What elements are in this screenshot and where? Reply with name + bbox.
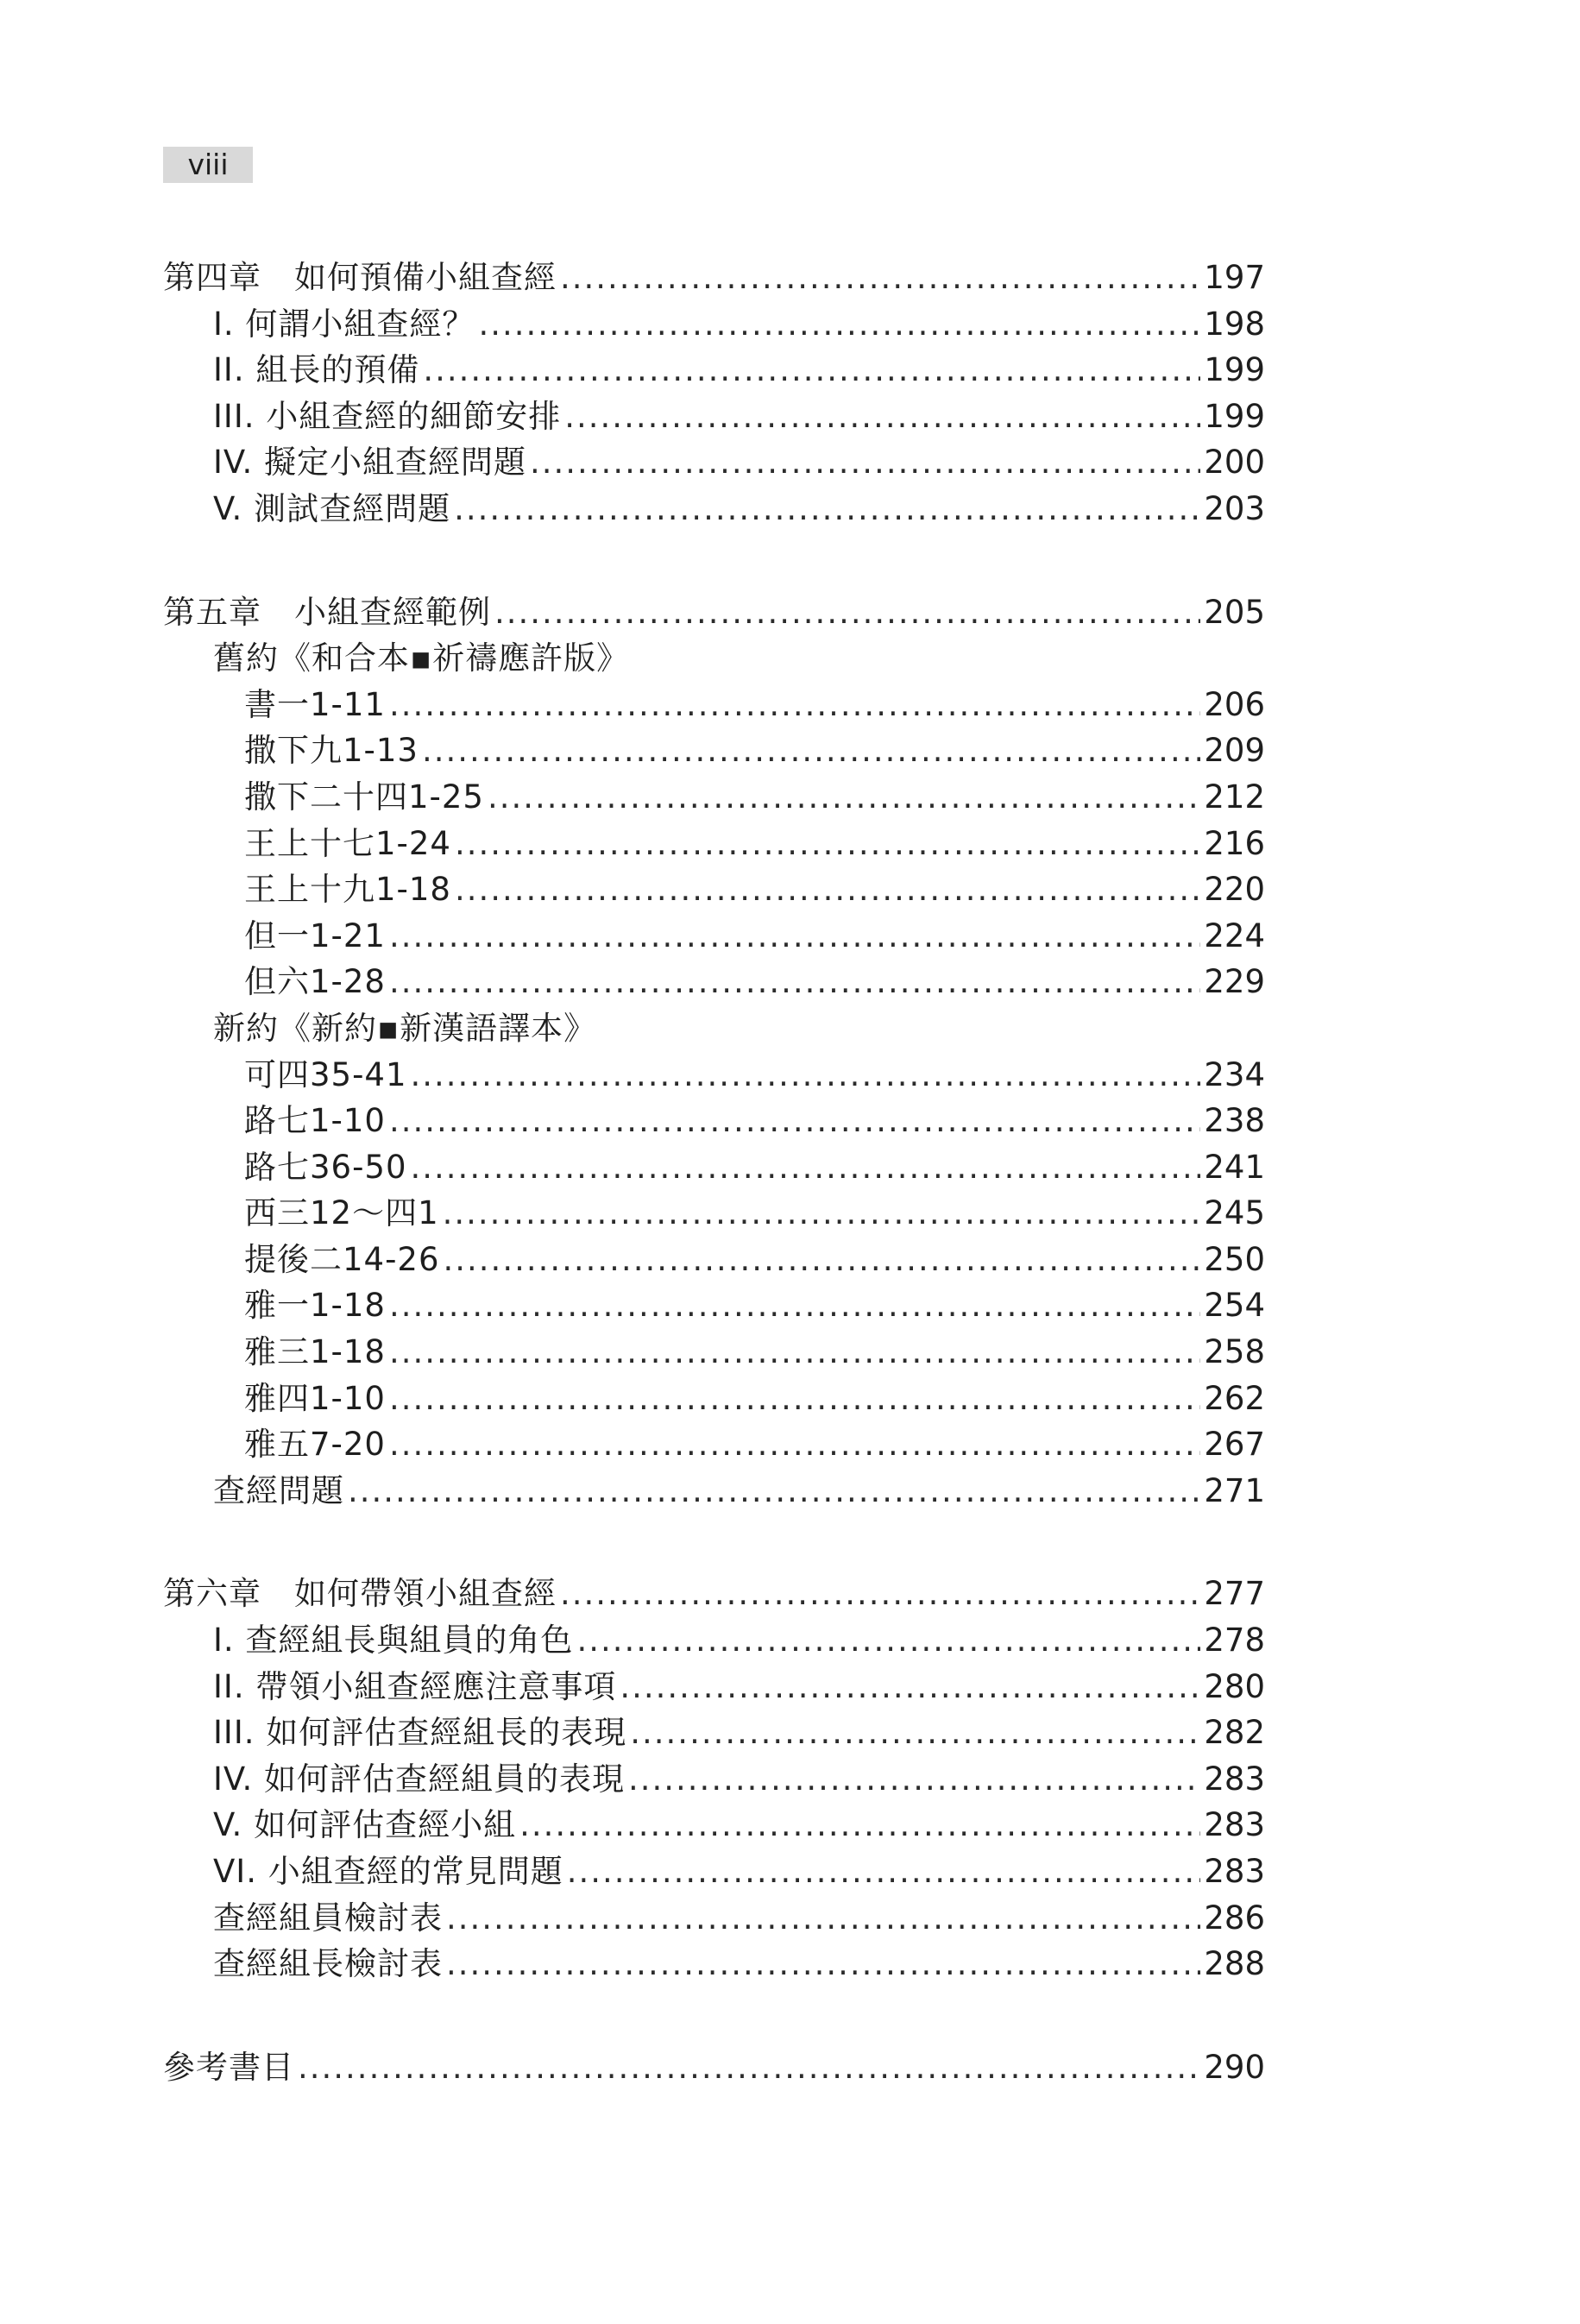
toc-entry-label: VI. 小組查經的常見問題 <box>213 1853 563 1890</box>
toc-entry-label: 提後二14-26 <box>244 1240 440 1278</box>
dot-leader <box>389 913 1200 960</box>
toc-subheading[interactable] <box>163 1005 1265 1052</box>
toc-entry-page: 199 <box>1204 397 1265 435</box>
toc-entry-page: 290 <box>1204 2048 1265 2086</box>
toc-entry-page: 238 <box>1204 1102 1265 1140</box>
toc-entry[interactable] <box>163 682 1265 728</box>
toc-entry[interactable] <box>163 1282 1265 1329</box>
toc-entry-page: 283 <box>1204 1760 1265 1798</box>
toc-entry-label: 撒下二十四1-25 <box>244 778 484 816</box>
toc-entry-page: 241 <box>1204 1148 1265 1186</box>
toc-entry[interactable] <box>163 1664 1265 1710</box>
toc-subheading[interactable] <box>163 635 1265 682</box>
toc-entry[interactable] <box>163 1617 1265 1664</box>
toc-entry-page: 216 <box>1204 824 1265 862</box>
toc-entry[interactable] <box>163 1329 1265 1376</box>
toc-entry-label: IV. 擬定小組查經問題 <box>213 444 526 482</box>
dot-leader <box>576 1617 1200 1664</box>
dot-leader <box>455 866 1200 913</box>
toc-entry-page: 206 <box>1204 685 1265 723</box>
toc-entry[interactable] <box>163 1052 1265 1099</box>
toc-entry-label: II. 組長的預備 <box>213 351 420 389</box>
toc-entry-label: I. 何謂小組查經？ <box>213 305 475 343</box>
dot-leader <box>298 2044 1200 2091</box>
dot-leader <box>411 1052 1201 1099</box>
toc-entry[interactable] <box>163 1190 1265 1237</box>
toc-entry-label: IV. 如何評估查經組員的表現 <box>213 1760 625 1798</box>
toc-entry[interactable] <box>163 1895 1265 1942</box>
toc-entry-page: 278 <box>1204 1622 1265 1660</box>
toc-entry-page: 258 <box>1204 1333 1265 1371</box>
toc-chapter-entry[interactable] <box>163 255 1265 301</box>
toc-entry-label: 查經組員檢討表 <box>213 1899 443 1937</box>
toc-entry[interactable] <box>163 1144 1265 1191</box>
dot-leader <box>454 486 1200 532</box>
toc-entry-page: 282 <box>1204 1714 1265 1752</box>
dot-leader <box>630 1710 1200 1756</box>
toc-entry-label: 第六章 如何帶領小組查經 <box>163 1575 557 1613</box>
toc-chapter-entry[interactable] <box>163 1571 1265 1617</box>
toc-entry-page: 283 <box>1204 1853 1265 1890</box>
toc-entry-label: 參考書目 <box>163 2048 294 2086</box>
toc-entry-label: 查經問題 <box>213 1471 344 1509</box>
toc-entry-page: 220 <box>1204 871 1265 909</box>
toc-entry-label: 舊約《和合本▪祈禱應許版》 <box>213 639 630 677</box>
toc-entry-page: 277 <box>1204 1575 1265 1613</box>
toc-entry[interactable] <box>163 1848 1265 1895</box>
toc-entry-label: 可四35-41 <box>244 1055 407 1093</box>
toc-entry[interactable] <box>163 301 1265 348</box>
toc-entry-label: 王上十九1-18 <box>244 871 451 909</box>
toc-entry-page: 262 <box>1204 1379 1265 1417</box>
toc-entry-label: I. 查經組長與組員的角色 <box>213 1622 574 1660</box>
toc-entry[interactable] <box>163 486 1265 532</box>
toc-entry-page: 234 <box>1204 1055 1265 1093</box>
toc-entry-page: 288 <box>1204 1945 1265 1983</box>
toc-entry-label: 查經組長檢討表 <box>213 1945 443 1983</box>
toc-entry-label: 但一1-21 <box>244 916 386 954</box>
toc-entry[interactable] <box>163 1468 1265 1515</box>
dot-leader <box>446 1895 1200 1942</box>
toc-entry-label: 雅四1-10 <box>244 1379 386 1417</box>
toc-entry-label: 雅一1-18 <box>244 1287 386 1325</box>
toc-entry[interactable] <box>163 727 1265 774</box>
toc-entry-page: 271 <box>1204 1471 1265 1509</box>
dot-leader <box>488 774 1200 821</box>
toc-entry[interactable] <box>163 866 1265 913</box>
toc-entry-page: 224 <box>1204 916 1265 954</box>
dot-leader <box>443 1190 1201 1237</box>
dot-leader <box>348 1468 1200 1515</box>
dot-leader <box>444 1237 1201 1283</box>
toc-entry-page: 280 <box>1204 1667 1265 1705</box>
dot-leader <box>560 255 1200 301</box>
toc-entry[interactable] <box>163 394 1265 440</box>
dot-leader <box>530 439 1200 486</box>
toc-entry[interactable] <box>163 821 1265 867</box>
toc-entry-label: 撒下九1-13 <box>244 732 419 770</box>
toc-entry-label: 雅三1-18 <box>244 1333 386 1371</box>
toc-entry[interactable] <box>163 1710 1265 1756</box>
dot-leader <box>389 1282 1200 1329</box>
dot-leader <box>494 589 1200 636</box>
toc-entry-label: II. 帶領小組查經應注意事項 <box>213 1667 617 1705</box>
dot-leader <box>389 1098 1200 1144</box>
toc-entry[interactable] <box>163 1941 1265 1987</box>
dot-leader <box>389 682 1200 728</box>
toc-entry[interactable] <box>163 774 1265 821</box>
toc-entry-label: V. 測試查經問題 <box>213 489 451 527</box>
dot-leader <box>519 1802 1200 1848</box>
toc-entry-label: 新約《新約▪新漢語譯本》 <box>213 1009 597 1047</box>
dot-leader <box>478 301 1200 348</box>
toc-entry-page: 212 <box>1204 778 1265 816</box>
toc-entry-label: 但六1-28 <box>244 963 386 1001</box>
toc-entry[interactable] <box>163 1237 1265 1283</box>
toc-entry[interactable] <box>163 347 1265 394</box>
toc-entry-page: 198 <box>1204 305 1265 343</box>
toc-entry-label: III. 小組查經的細節安排 <box>213 397 562 435</box>
dot-leader <box>620 1664 1200 1710</box>
toc-entry-page: 283 <box>1204 1806 1265 1844</box>
toc-entry-label: 第五章 小組查經範例 <box>163 593 491 631</box>
toc-entry[interactable] <box>163 1802 1265 1848</box>
toc-entry-page: 200 <box>1204 444 1265 482</box>
toc-entry-page: 245 <box>1204 1194 1265 1232</box>
dot-leader <box>422 727 1200 774</box>
dot-leader <box>560 1571 1200 1617</box>
dot-leader <box>389 959 1200 1005</box>
toc-entry[interactable] <box>163 913 1265 960</box>
toc-entry-page: 286 <box>1204 1899 1265 1937</box>
toc-entry-label: III. 如何評估查經組長的表現 <box>213 1714 627 1752</box>
toc-entry-page: 229 <box>1204 963 1265 1001</box>
toc-section <box>163 255 1265 532</box>
toc-entry[interactable] <box>163 1421 1265 1468</box>
toc-entry-page: 250 <box>1204 1240 1265 1278</box>
toc-entry-label: 西三12～四1 <box>244 1194 439 1232</box>
dot-leader <box>411 1144 1201 1191</box>
dot-leader <box>628 1756 1200 1803</box>
toc-entry[interactable] <box>163 1098 1265 1144</box>
toc-entry-page: 197 <box>1204 259 1265 296</box>
toc-entry-label: 雅五7-20 <box>244 1426 386 1464</box>
toc-entry-page: 254 <box>1204 1287 1265 1325</box>
toc-section <box>163 1571 1265 1987</box>
toc-entry-page: 205 <box>1204 593 1265 631</box>
toc-entry-label: 書一1-11 <box>244 685 386 723</box>
toc-entry-page: 209 <box>1204 732 1265 770</box>
toc-section <box>163 2044 1265 2091</box>
toc-section <box>163 589 1265 1515</box>
dot-leader <box>389 1421 1200 1468</box>
toc-entry-page: 203 <box>1204 489 1265 527</box>
toc-entry-label: 路七1-10 <box>244 1102 386 1140</box>
toc-entry-label: 路七36-50 <box>244 1148 407 1186</box>
page-number: viii <box>187 148 229 181</box>
toc-chapter-entry[interactable] <box>163 589 1265 636</box>
dot-leader <box>455 821 1200 867</box>
dot-leader <box>423 347 1200 394</box>
table-of-contents <box>163 255 1265 2147</box>
toc-entry-page: 199 <box>1204 351 1265 389</box>
toc-entry[interactable] <box>163 1376 1265 1422</box>
toc-entry[interactable] <box>163 1756 1265 1803</box>
page-number-tab <box>163 147 253 183</box>
toc-entry-label: 王上十七1-24 <box>244 824 451 862</box>
dot-leader <box>564 394 1200 440</box>
toc-entry-label: 第四章 如何預備小組查經 <box>163 259 557 296</box>
toc-entry-label: V. 如何評估查經小組 <box>213 1806 517 1844</box>
dot-leader <box>567 1848 1201 1895</box>
dot-leader <box>389 1376 1200 1422</box>
toc-chapter-entry[interactable] <box>163 2044 1265 2091</box>
dot-leader <box>446 1941 1200 1987</box>
toc-entry-page: 267 <box>1204 1426 1265 1464</box>
dot-leader <box>389 1329 1200 1376</box>
toc-entry[interactable] <box>163 959 1265 1005</box>
toc-entry[interactable] <box>163 439 1265 486</box>
